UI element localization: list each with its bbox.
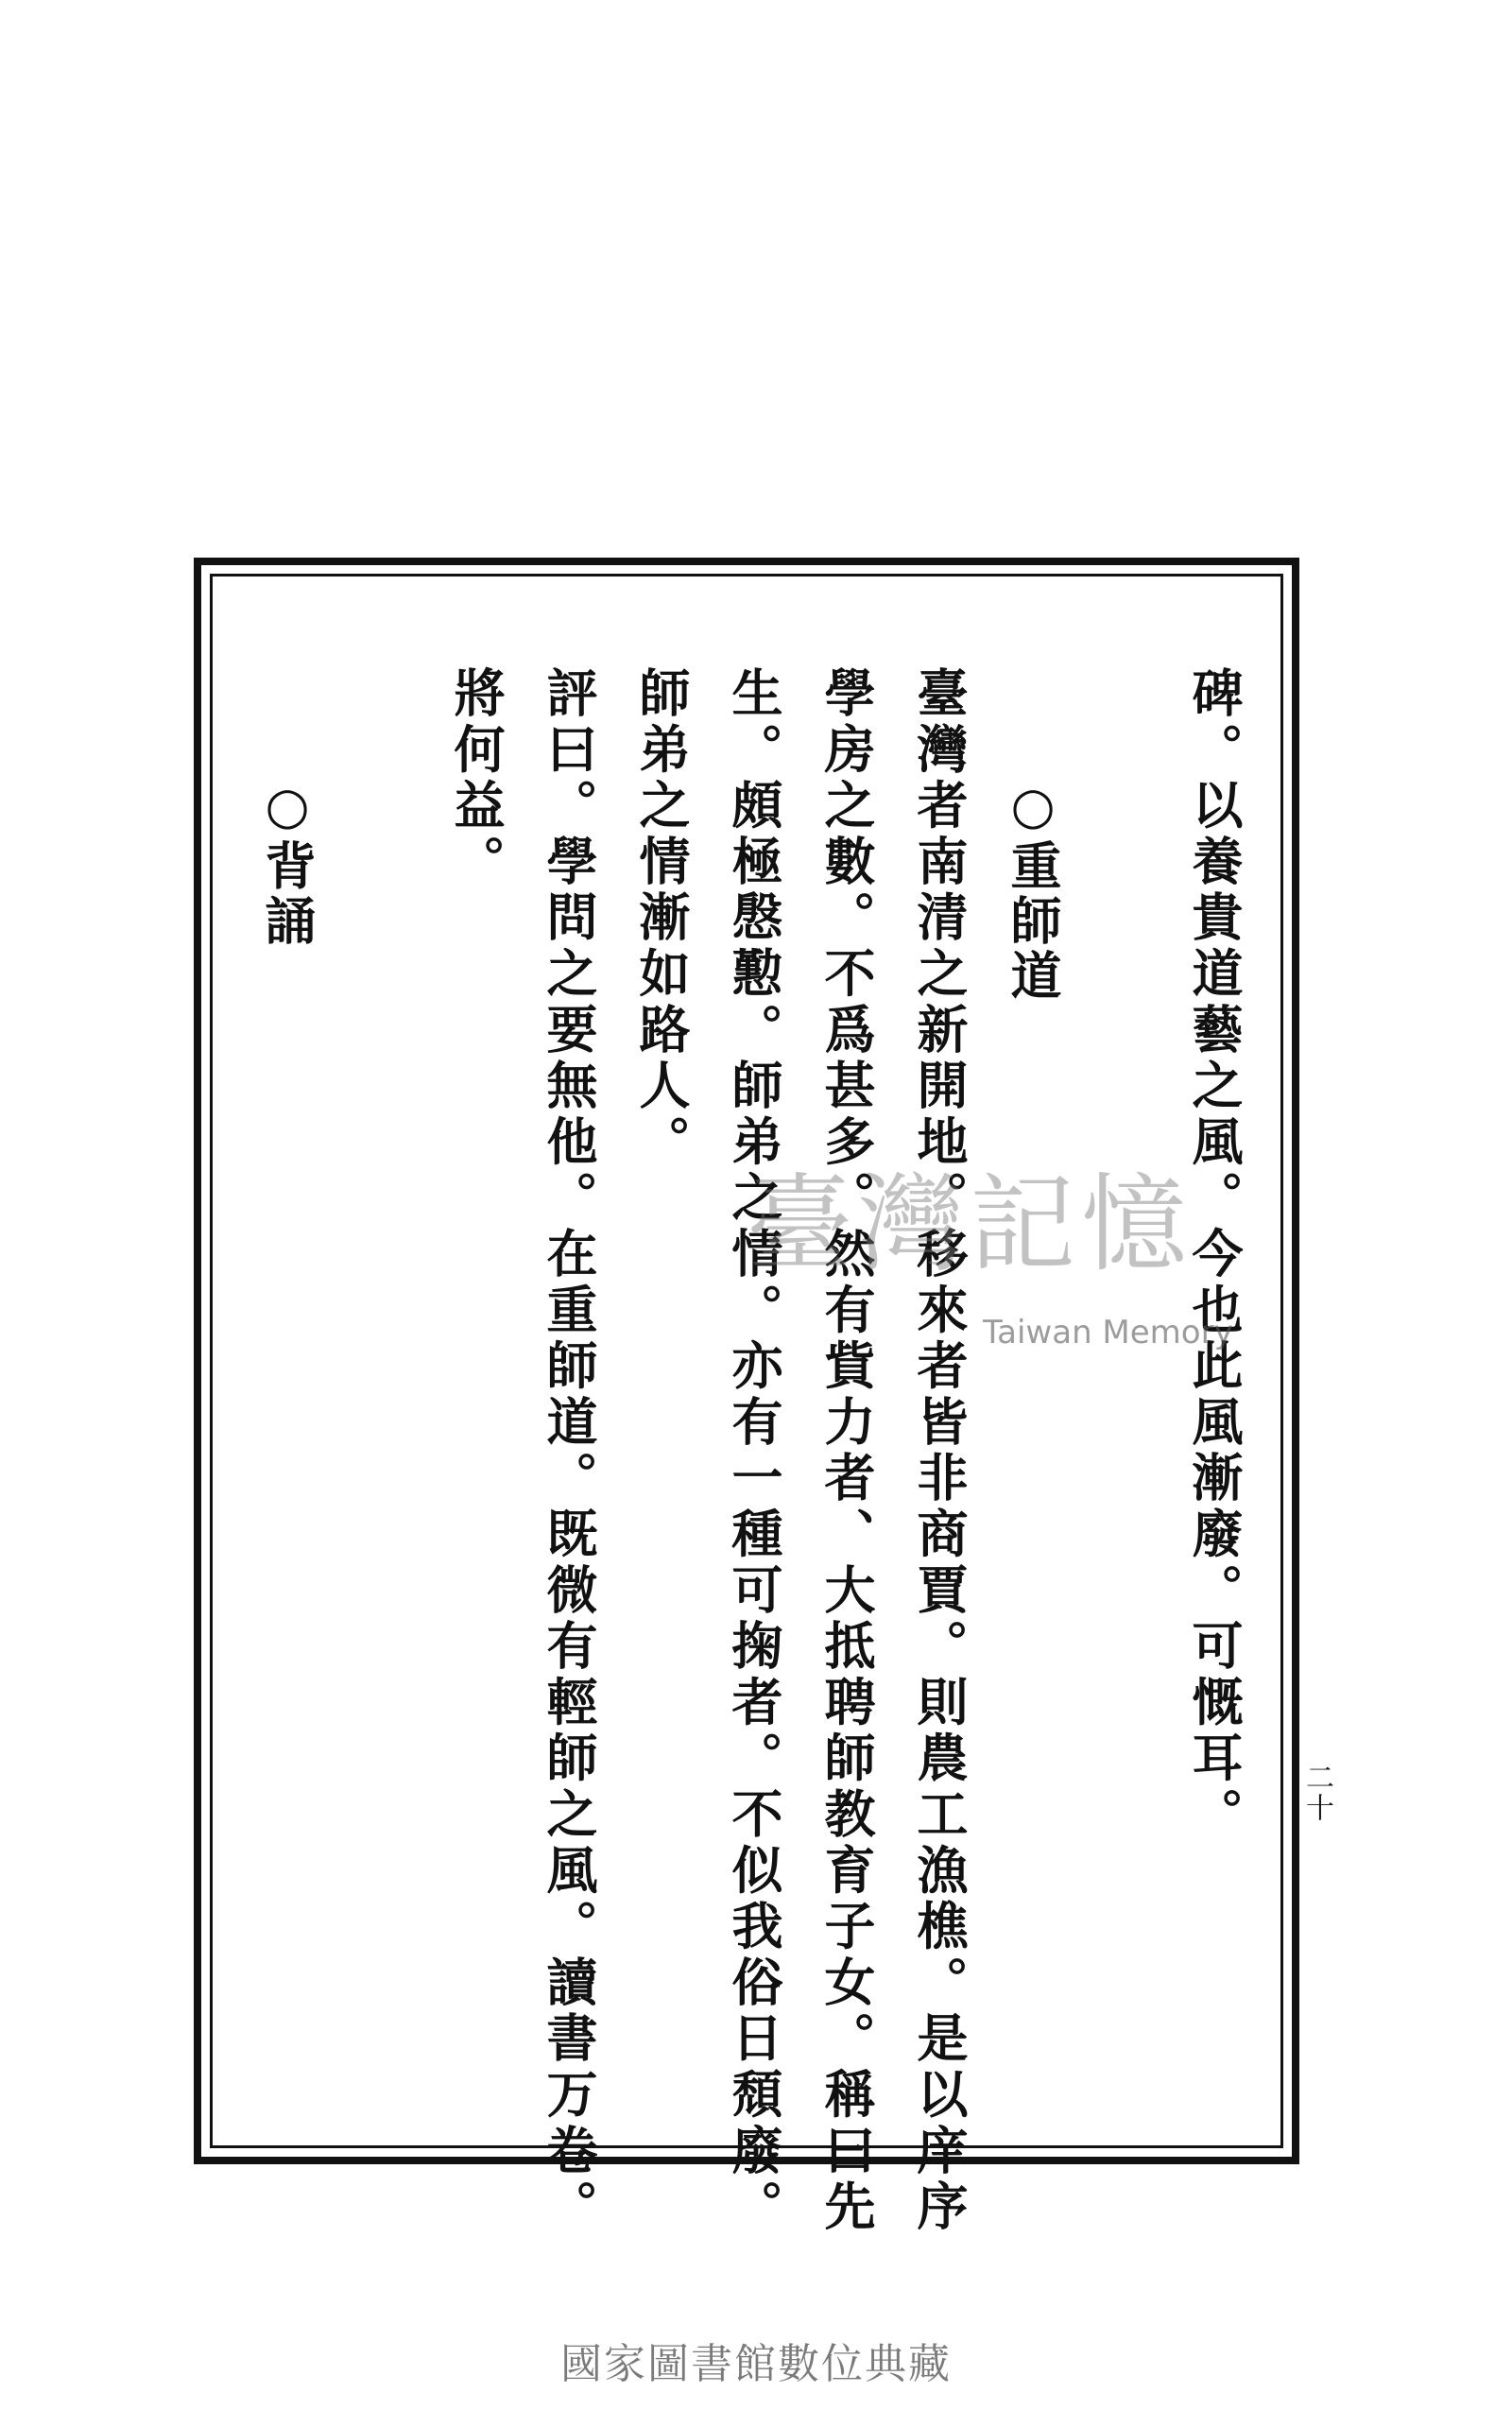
text-column-8: 將何益。 xyxy=(446,666,507,891)
text-column-5: 生。頗極慇懃。師弟之情。亦有一種可掬者。不似我俗日頹廢。 xyxy=(724,666,784,2236)
watermark-title: 臺灣記憶 xyxy=(747,1163,1193,1286)
page-number: 二十 xyxy=(1300,1763,1333,1823)
text-column-3: 臺灣者南清之新開地。移來者皆非商賈。則農工漁樵。是以庠序 xyxy=(909,666,970,2236)
text-column-6: 師弟之情漸如路人。 xyxy=(631,666,692,1171)
text-column-4: 學房之數。不爲甚多。然有貲力者、大抵聘師教育子女。稱曰先 xyxy=(816,666,877,2236)
watermark-subtitle: Taiwan Memory xyxy=(983,1314,1233,1351)
source-credit: 國家圖書館數位典藏 xyxy=(560,2340,952,2388)
section-heading-recitation: ○背誦 xyxy=(257,775,318,949)
text-column-1: 碑。以養貴道藝之風。今也此風漸廢。可慨耳。 xyxy=(1184,666,1245,1844)
section-heading-teacher: ○重師道 xyxy=(1003,775,1063,1004)
commentary-column: 評曰。學問之要無他。在重師道。既微有輕師之風。讀書万卷。 xyxy=(539,666,599,2236)
